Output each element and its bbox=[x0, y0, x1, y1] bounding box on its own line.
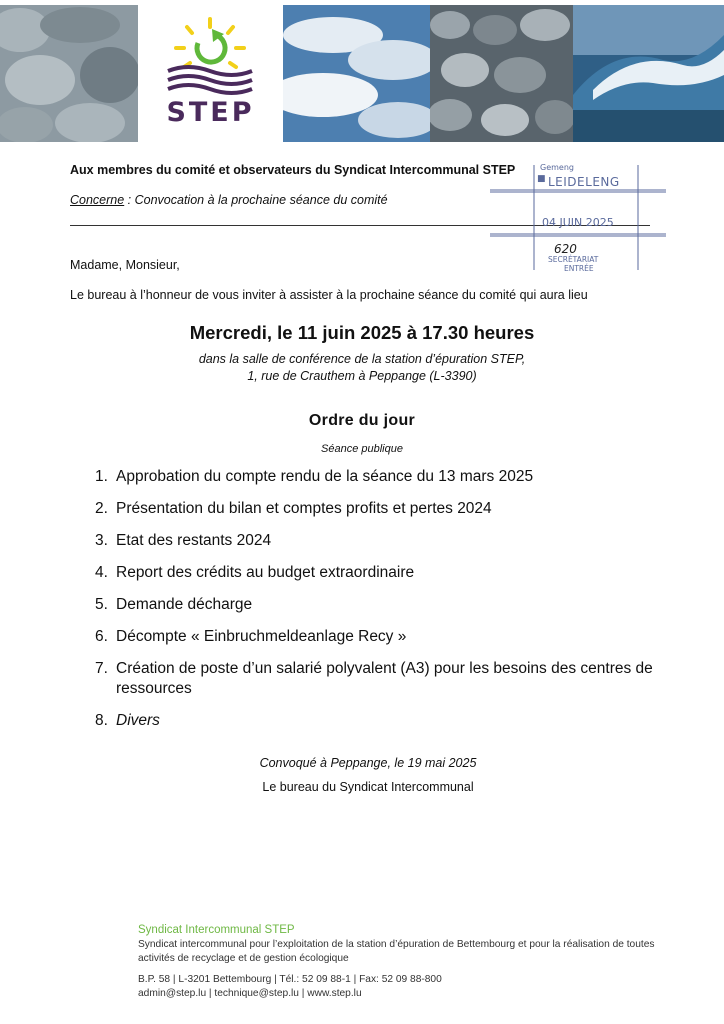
agenda-item: 5. Demande décharge bbox=[95, 596, 253, 613]
wave-photo bbox=[573, 5, 724, 142]
stamp-dept: SECRÉTARIAT bbox=[548, 255, 599, 264]
recipients-line: Aux membres du comité et observateurs du Syndicat Intercommunal STEP bbox=[70, 163, 516, 177]
sky-clouds-photo bbox=[283, 5, 430, 142]
header-banner bbox=[0, 5, 724, 142]
step-logo bbox=[138, 5, 283, 142]
logo-graphic-icon bbox=[138, 5, 283, 100]
signature: Le bureau du Syndicat Intercommunal bbox=[262, 780, 474, 794]
invitation-text: Le bureau à l’honneur de vous inviter à assister à la prochaine séance du comité qui aura lieu bbox=[70, 288, 588, 302]
agenda-item: 6. Décompte « Einbruchmeldeanlage Recy » bbox=[95, 628, 407, 645]
agenda-subtitle: Séance publique bbox=[321, 443, 403, 455]
footer bbox=[138, 923, 658, 1002]
agenda-item: 2. Présentation du bilan et comptes profits et pertes 2024 bbox=[95, 500, 492, 517]
stamp-emblem-icon: ■ bbox=[537, 174, 546, 184]
stamp-number: 620 bbox=[554, 242, 577, 256]
venue-line-2: 1, rue de Crauthem à Peppange (L-3390) bbox=[247, 369, 477, 383]
pebbles-photo bbox=[430, 5, 573, 142]
agenda-item: 8. Divers bbox=[95, 712, 160, 729]
agenda-item: 3. Etat des restants 2024 bbox=[95, 532, 272, 549]
footer-contact: B.P. 58 | L-3201 Bettembourg | Tél.: 52 09 88-1 | Fax: 52 09 88-800 bbox=[138, 973, 442, 985]
footer-web: admin@step.lu | technique@step.lu | www.step.lu bbox=[138, 988, 362, 999]
meeting-venue bbox=[0, 351, 724, 385]
footer-org: Syndicat Intercommunal STEP bbox=[138, 924, 295, 936]
agenda-item: 1. Approbation du compte rendu de la séance du 13 mars 2025 bbox=[95, 468, 534, 485]
received-stamp bbox=[488, 160, 668, 272]
agenda-item: 7. Création de poste d’un salarié polyvalent (A3) pour les besoins des centres de ressources bbox=[95, 660, 653, 697]
stamp-commune-prefix: Gemeng bbox=[540, 163, 574, 172]
stamp-commune: LEIDELENG bbox=[548, 175, 620, 189]
subject-line bbox=[70, 193, 388, 207]
stones-photo-left bbox=[0, 5, 138, 142]
convocation-place-date: Convoqué à Peppange, le 19 mai 2025 bbox=[259, 756, 477, 770]
subject-label: Concerne bbox=[70, 193, 125, 207]
footer-description: Syndicat intercommunal pour l’exploitation de la station d’épuration de Bettembourg et pour la réalisation de toutes activités de recyclage et de gestion écologique bbox=[138, 938, 655, 964]
greeting: Madame, Monsieur, bbox=[70, 258, 180, 272]
meeting-date: Mercredi, le 11 juin 2025 à 17.30 heures bbox=[189, 322, 535, 343]
subject-text: : Convocation à la prochaine séance du comité bbox=[124, 193, 388, 207]
venue-line-1: dans la salle de conférence de la station d’épuration STEP, bbox=[198, 352, 526, 366]
logo-text: STEP bbox=[166, 97, 255, 128]
stamp-date: 04 JUIN 2025 bbox=[542, 216, 614, 229]
stamp-entry: ENTRÉE bbox=[564, 264, 594, 273]
agenda-title: Ordre du jour bbox=[308, 412, 416, 429]
agenda-list bbox=[95, 467, 655, 743]
agenda-item: 4. Report des crédits au budget extraordinaire bbox=[95, 564, 415, 581]
